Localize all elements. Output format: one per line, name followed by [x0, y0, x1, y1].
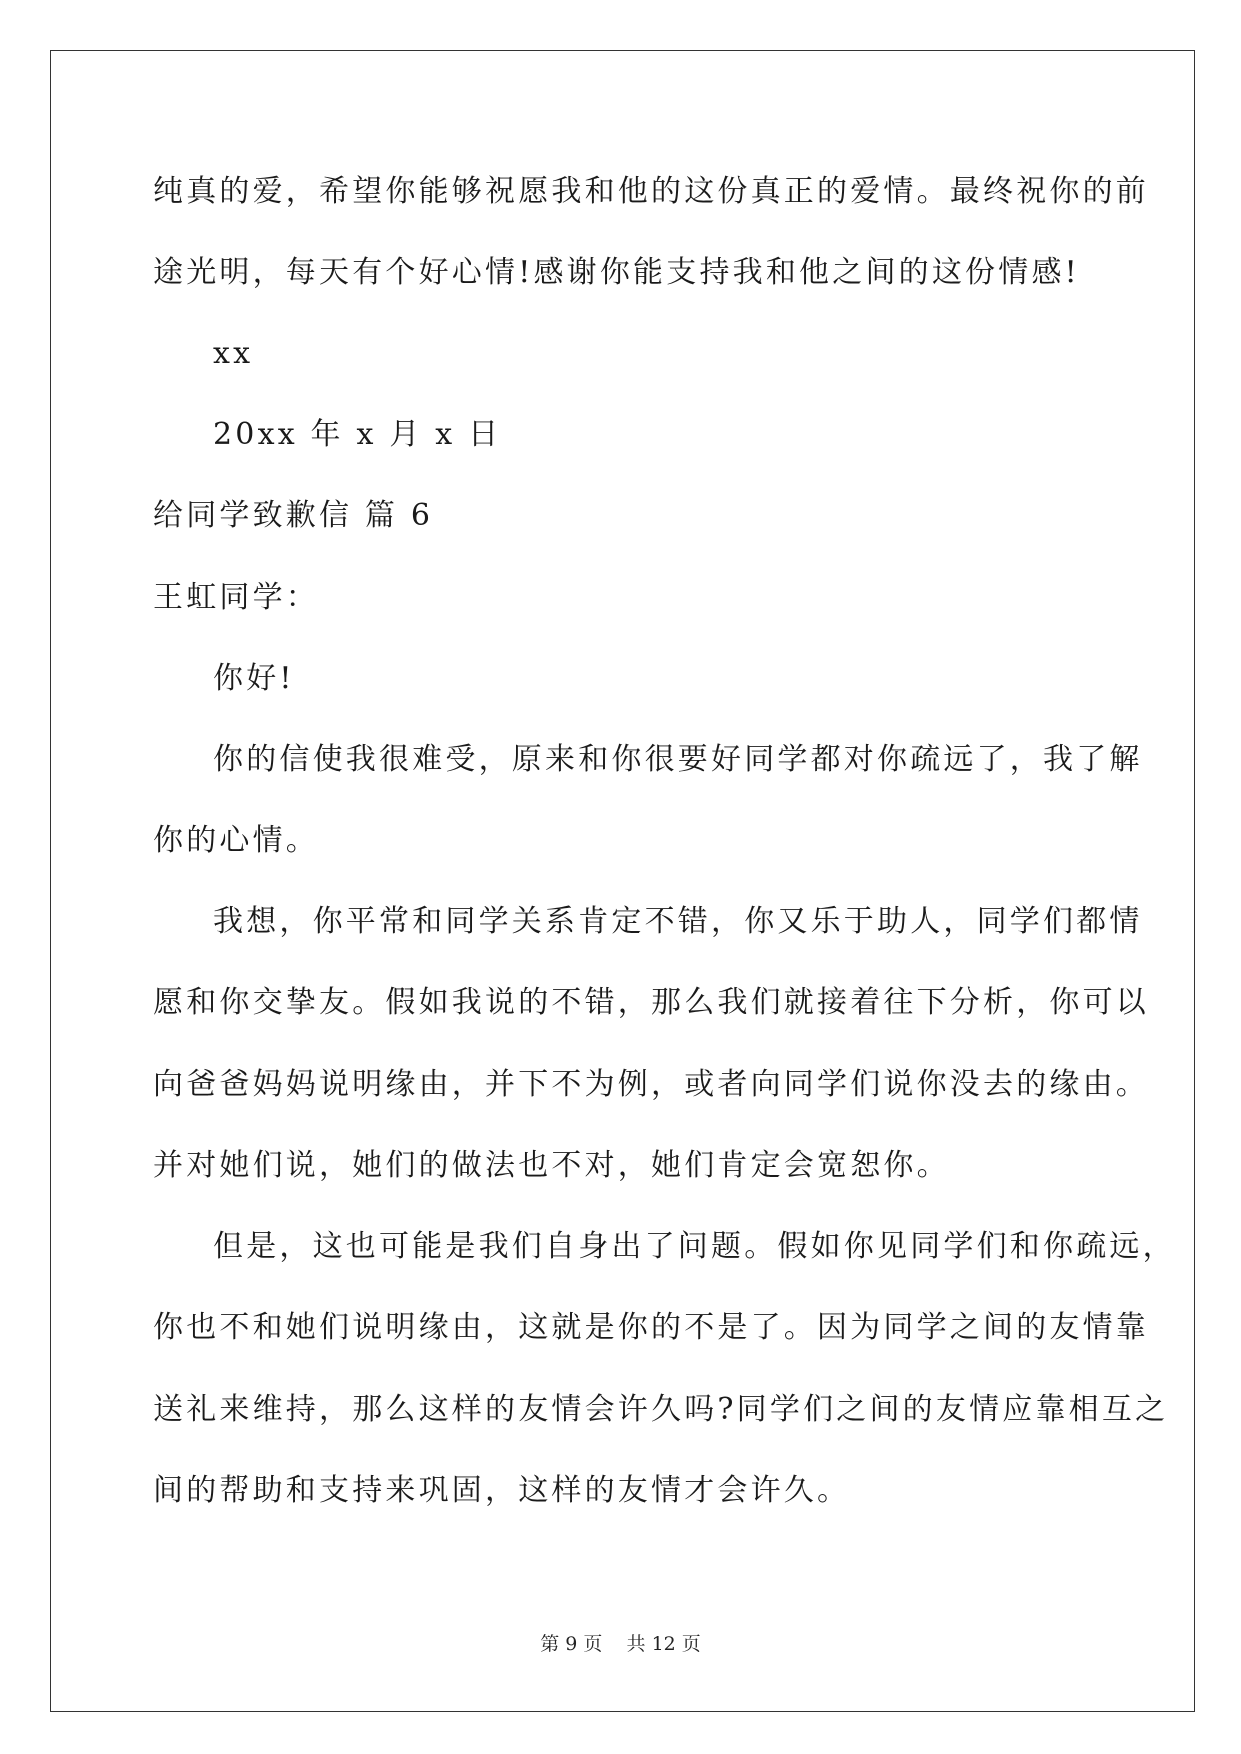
signature-name: xx — [213, 336, 254, 371]
paragraph-line: 并对她们说，她们的做法也不对，她们肯定会宽恕你。 — [153, 1148, 950, 1183]
paragraph-line: 我想，你平常和同学关系肯定不错，你又乐于助人，同学们都情 — [213, 904, 1143, 939]
salutation: 王虹同学： — [153, 580, 319, 615]
greeting: 你好! — [213, 661, 295, 696]
paragraph-line: 你也不和她们说明缘由，这就是你的不是了。因为同学之间的友情靠 — [153, 1310, 1149, 1345]
paragraph-line: 但是，这也可能是我们自身出了问题。假如你见同学们和你疏远， — [213, 1229, 1176, 1264]
paragraph-line: 你的信使我很难受，原来和你很要好同学都对你疏远了，我了解 — [213, 742, 1143, 777]
paragraph-line: 途光明，每天有个好心情!感谢你能支持我和他之间的这份情感! — [153, 255, 1080, 290]
page-number-footer: 第 9 页 共 12 页 — [540, 1633, 701, 1655]
section-heading: 给同学致歉信 篇 6 — [153, 498, 434, 533]
page-border — [50, 50, 1195, 1712]
paragraph-line: 间的帮助和支持来巩固，这样的友情才会许久。 — [153, 1473, 851, 1508]
paragraph-line: 向爸爸妈妈说明缘由，并下不为例，或者向同学们说你没去的缘由。 — [153, 1067, 1149, 1102]
paragraph-line: 纯真的爱，希望你能够祝愿我和他的这份真正的爱情。最终祝你的前 — [153, 174, 1149, 209]
paragraph-line: 愿和你交挚友。假如我说的不错，那么我们就接着往下分析，你可以 — [153, 985, 1149, 1020]
signature-date: 20xx 年 x 月 x 日 — [213, 417, 502, 452]
paragraph-line: 你的心情。 — [153, 823, 319, 858]
paragraph-line: 送礼来维持，那么这样的友情会许久吗?同学们之间的友情应靠相互之 — [153, 1392, 1169, 1427]
